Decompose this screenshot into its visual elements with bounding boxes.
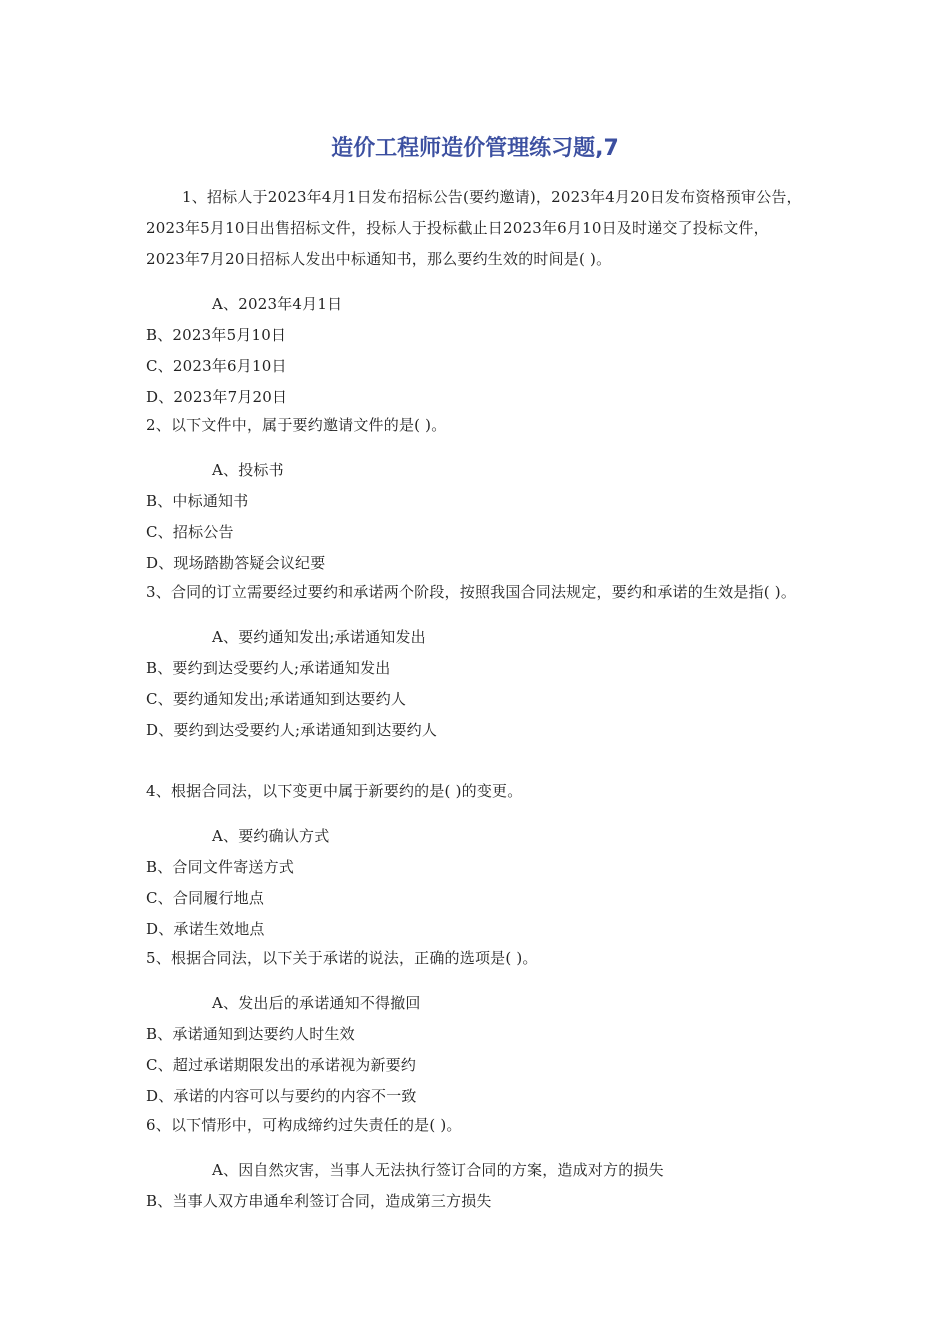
option-d: D、承诺生效地点 [146,920,265,938]
option-c: C、招标公告 [146,523,234,541]
option-a: A、投标书 [212,461,284,479]
option-c: C、超过承诺期限发出的承诺视为新要约 [146,1056,417,1074]
option-c: C、2023年6月10日 [146,357,287,375]
question-stem: 2、以下文件中，属于要约邀请文件的是( )。 [146,416,447,434]
option-b: B、2023年5月10日 [146,326,287,344]
question-2 [146,410,806,579]
option-b: B、中标通知书 [146,492,249,510]
question-5 [146,943,806,1112]
option-c: C、要约通知发出;承诺通知到达要约人 [146,690,407,708]
question-stem: 6、以下情形中，可构成缔约过失责任的是( )。 [146,1116,462,1134]
question-3 [146,577,806,746]
question-stem: 1、招标人于2023年4月1日发布招标公告(要约邀请)，2023年4月20日发布资格预审公告，2023年5月10日出售招标文件，投标人于投标截止日2023年6月10日及时递交了投标文件，2023年7月20日招标人发出中标通知书，那么要约生效的时间是( )。 [146,188,802,268]
question-4 [146,776,806,945]
option-b: B、当事人双方串通牟利签订合同，造成第三方损失 [146,1192,492,1210]
option-d: D、承诺的内容可以与要约的内容不一致 [146,1087,417,1105]
document-title: 造价工程师造价管理练习题,7 [331,136,619,161]
question-1 [146,182,806,413]
option-a: A、因自然灾害，当事人无法执行签订合同的方案，造成对方的损失 [212,1161,664,1179]
question-6 [146,1110,806,1217]
option-b: B、要约到达受要约人;承诺通知发出 [146,659,391,677]
question-stem: 4、根据合同法，以下变更中属于新要约的是( )的变更。 [146,782,523,800]
question-stem: 3、合同的订立需要经过要约和承诺两个阶段，按照我国合同法规定，要约和承诺的生效是指( )。 [146,583,797,601]
option-a: A、要约确认方式 [212,827,330,845]
option-c: C、合同履行地点 [146,889,265,907]
option-d: D、要约到达受要约人;承诺通知到达要约人 [146,721,438,739]
option-b: B、合同文件寄送方式 [146,858,295,876]
option-a: A、2023年4月1日 [212,295,343,313]
option-a: A、发出后的承诺通知不得撤回 [212,994,421,1012]
option-d: D、现场踏勘答疑会议纪要 [146,554,326,572]
option-b: B、承诺通知到达要约人时生效 [146,1025,355,1043]
question-stem: 5、根据合同法，以下关于承诺的说法，正确的选项是( )。 [146,949,538,967]
option-a: A、要约通知发出;承诺通知发出 [212,628,426,646]
option-d: D、2023年7月20日 [146,388,288,406]
